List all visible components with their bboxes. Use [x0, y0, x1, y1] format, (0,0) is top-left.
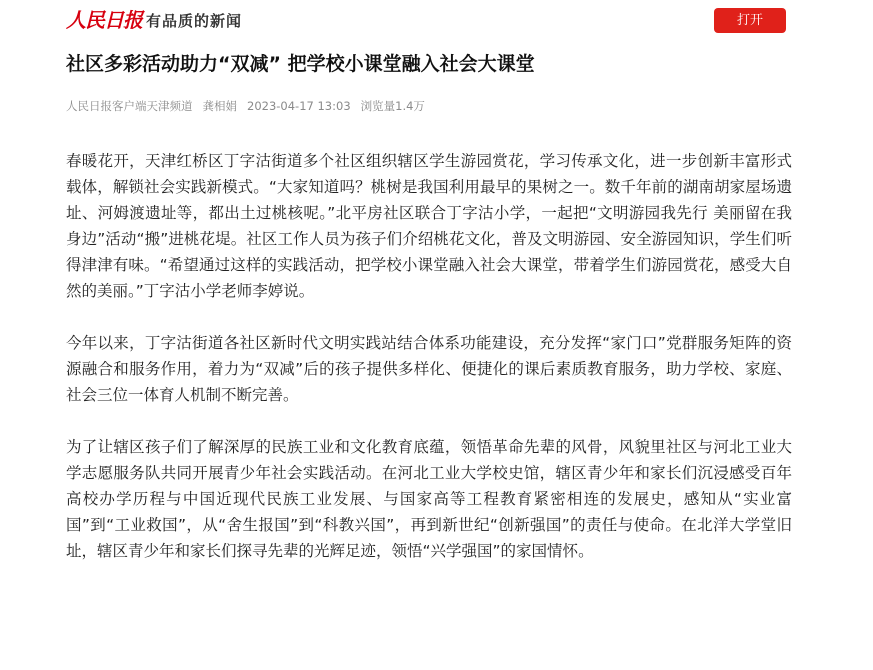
article-datetime: 2023-04-17 13:03 — [247, 99, 351, 113]
people-daily-logo[interactable]: 人民日报 — [66, 8, 142, 32]
article-title: 社区多彩活动助力“双减” 把学校小课堂融入社会大课堂 — [66, 53, 535, 75]
article-paragraph: 春暖花开，天津红桥区丁字沽街道多个社区组织辖区学生游园赏花，学习传承文化，进一步创新丰富形式载体，解锁社会实践新模式。“大家知道吗？桃树是我国利用最早的果树之一。数千年前的湖南胡家屋场遗址、河姆渡遗址等，都出土过桃核呢。”北平房社区联合丁字沽小学，一起把“文明游园我先行 美丽留在我身边”活动“搬”进桃花堤。社区工作人员为孩子们介绍桃花文化，普及文明游园、安全游园知识，学生们听得津津有味。“希望通过这样的实践活动，把学校小课堂融入社会大课堂，带着学生们游园赏花，感受大自然的美丽。”丁字沽小学老师李婷说。 — [66, 152, 792, 300]
article-source: 人民日报客户端天津频道 — [66, 99, 193, 113]
article-author: 龚相娟 — [202, 99, 237, 113]
article-paragraph: 今年以来，丁字沽街道各社区新时代文明实践站结合体系功能建设，充分发挥“家门口”党群服务矩阵的资源融合和服务作用，着力为“双减”后的孩子提供多样化、便捷化的课后素质教育服务，助力学校、家庭、社会三位一体育人机制不断完善。 — [66, 334, 792, 404]
article-views: 浏览量1.4万 — [360, 99, 425, 113]
site-header — [66, 8, 786, 34]
article-meta — [66, 97, 435, 115]
open-app-button[interactable]: 打开 — [714, 8, 786, 33]
article-paragraph: 为了让辖区孩子们了解深厚的民族工业和文化教育底蕴，领悟革命先辈的风骨，风貌里社区与河北工业大学志愿服务队共同开展青少年社会实践活动。在河北工业大学校史馆，辖区青少年和家长们沉浸感受百年高校办学历程与中国近现代民族工业发展、与国家高等工程教育紧密相连的发展史，感知从“实业富国”到“工业救国”，从“舍生报国”到“科教兴国”，再到新世纪“创新强国”的责任与使命。在北洋大学堂旧址，辖区青少年和家长们探寻先辈的光辉足迹，领悟“兴学强国”的家国情怀。 — [66, 438, 792, 560]
article-body — [66, 148, 792, 590]
site-slogan: 有品质的新闻 — [146, 12, 243, 30]
